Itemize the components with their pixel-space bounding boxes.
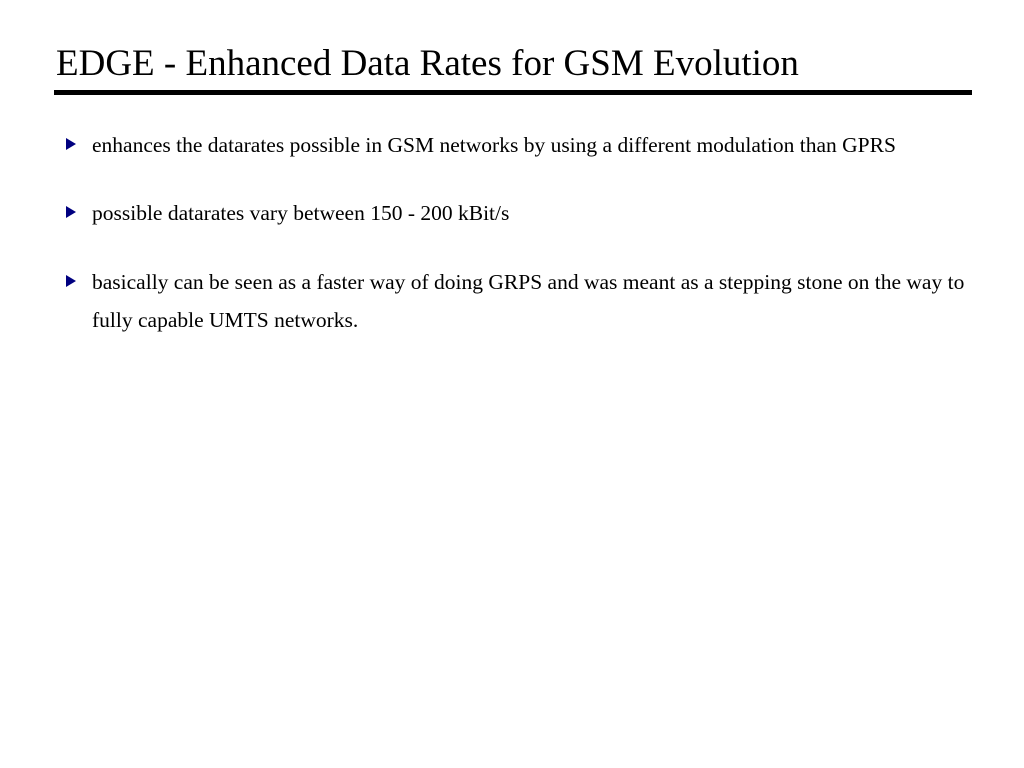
triangle-bullet-icon (66, 206, 76, 218)
bullet-list (66, 126, 966, 339)
list-item-text: possible datarates vary between 150 - 200 kBit/s (92, 201, 510, 226)
list-item-text: enhances the datarates possible in GSM networks by using a different modulation than GPRS (92, 133, 896, 157)
title-underline-rule (54, 90, 972, 95)
triangle-bullet-icon (66, 275, 76, 287)
list-item (66, 263, 966, 340)
list-item (66, 194, 966, 232)
list-item-text: basically can be seen as a faster way of doing GRPS and was meant as a stepping stone on the way to fully capable UMTS networks. (92, 269, 965, 332)
slide-title: EDGE - Enhanced Data Rates for GSM Evolution (56, 43, 799, 84)
list-item (66, 126, 966, 164)
triangle-bullet-icon (66, 138, 76, 150)
